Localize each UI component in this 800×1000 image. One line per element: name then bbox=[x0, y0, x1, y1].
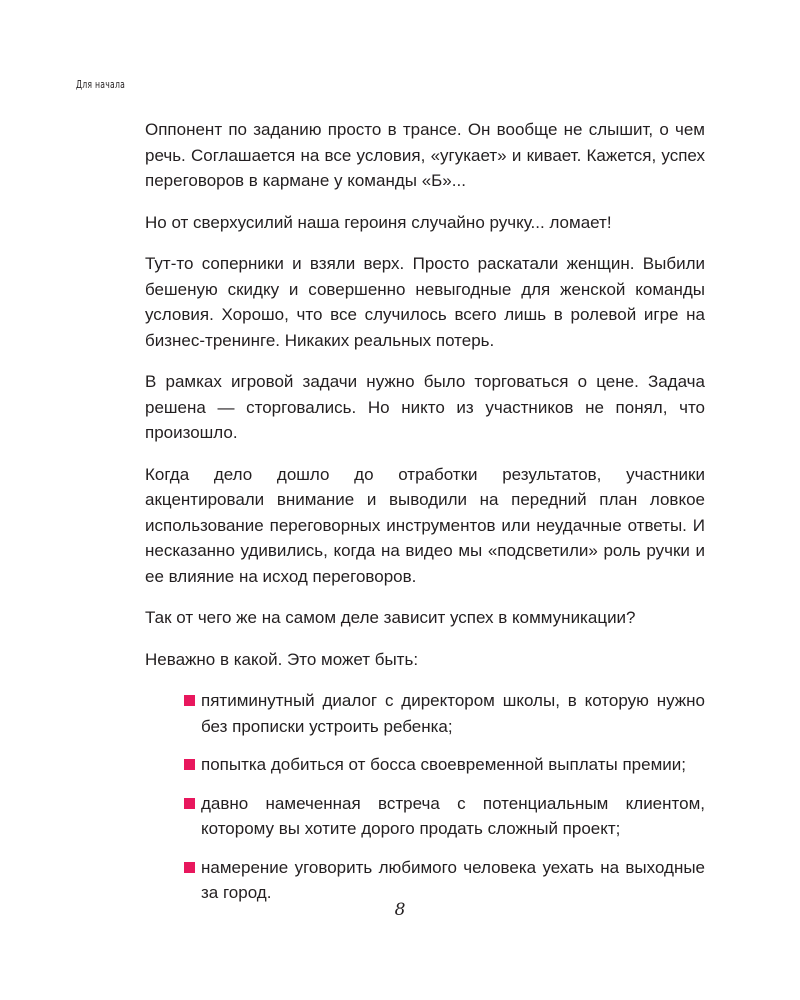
square-bullet-icon bbox=[184, 798, 195, 809]
square-bullet-icon bbox=[184, 862, 195, 873]
paragraph: Так от чего же на самом деле зависит успех в коммуникации? bbox=[145, 608, 636, 627]
paragraph: Когда дело дошло до отработки результатов, участники акцентировали внимание и выводили на передний план ловкое использование переговорных инструментов или неудачные ответы. И несказанно удивились, когда на видео мы «подсветили» роль ручки и ее влияние на исход переговоров. bbox=[145, 464, 705, 586]
bullet-list bbox=[145, 688, 705, 906]
square-bullet-icon bbox=[184, 695, 195, 706]
square-bullet-icon bbox=[184, 759, 195, 770]
list-item bbox=[145, 855, 705, 906]
paragraph: Но от сверхусилий наша героиня случайно ручку... ломает! bbox=[145, 212, 612, 232]
list-item bbox=[145, 752, 705, 778]
list-item-text: попытка добиться от босса своевременной выплаты премии; bbox=[201, 755, 686, 774]
list-item-text: намерение уговорить любимого человека уехать на выходные за город. bbox=[201, 857, 705, 902]
running-header: Для начала bbox=[76, 78, 126, 91]
list-item bbox=[145, 791, 705, 842]
paragraph: В рамках игровой задачи нужно было торговаться о цене. Задача решена — сторговались. Но никто из участников не понял, что произошло. bbox=[145, 372, 705, 442]
list-item-text: пятиминутный диалог с директором школы, в которую нужно без прописки устроить ребенка; bbox=[201, 691, 705, 736]
page-body bbox=[145, 117, 705, 919]
list-item bbox=[145, 688, 705, 739]
paragraph: Неважно в какой. Это может быть: bbox=[145, 649, 419, 669]
page-number: 8 bbox=[394, 900, 406, 920]
paragraph: Оппонент по заданию просто в трансе. Он вообще не слышит, о чем речь. Соглашается на все условия, «угукает» и кивает. Кажется, успех переговоров в кармане у команды «Б»... bbox=[145, 120, 705, 190]
paragraph: Тут-то соперники и взяли верх. Просто раскатали женщин. Выбили бешеную скидку и совершенно невыгодные для женской команды условия. Хорошо, что все случилось всего лишь в ролевой игре на бизнес-тренинге. Никаких реальных потерь. bbox=[145, 254, 705, 350]
list-item-text: давно намеченная встреча с потенциальным клиентом, которому вы хотите дорого продать сложный проект; bbox=[201, 793, 705, 838]
